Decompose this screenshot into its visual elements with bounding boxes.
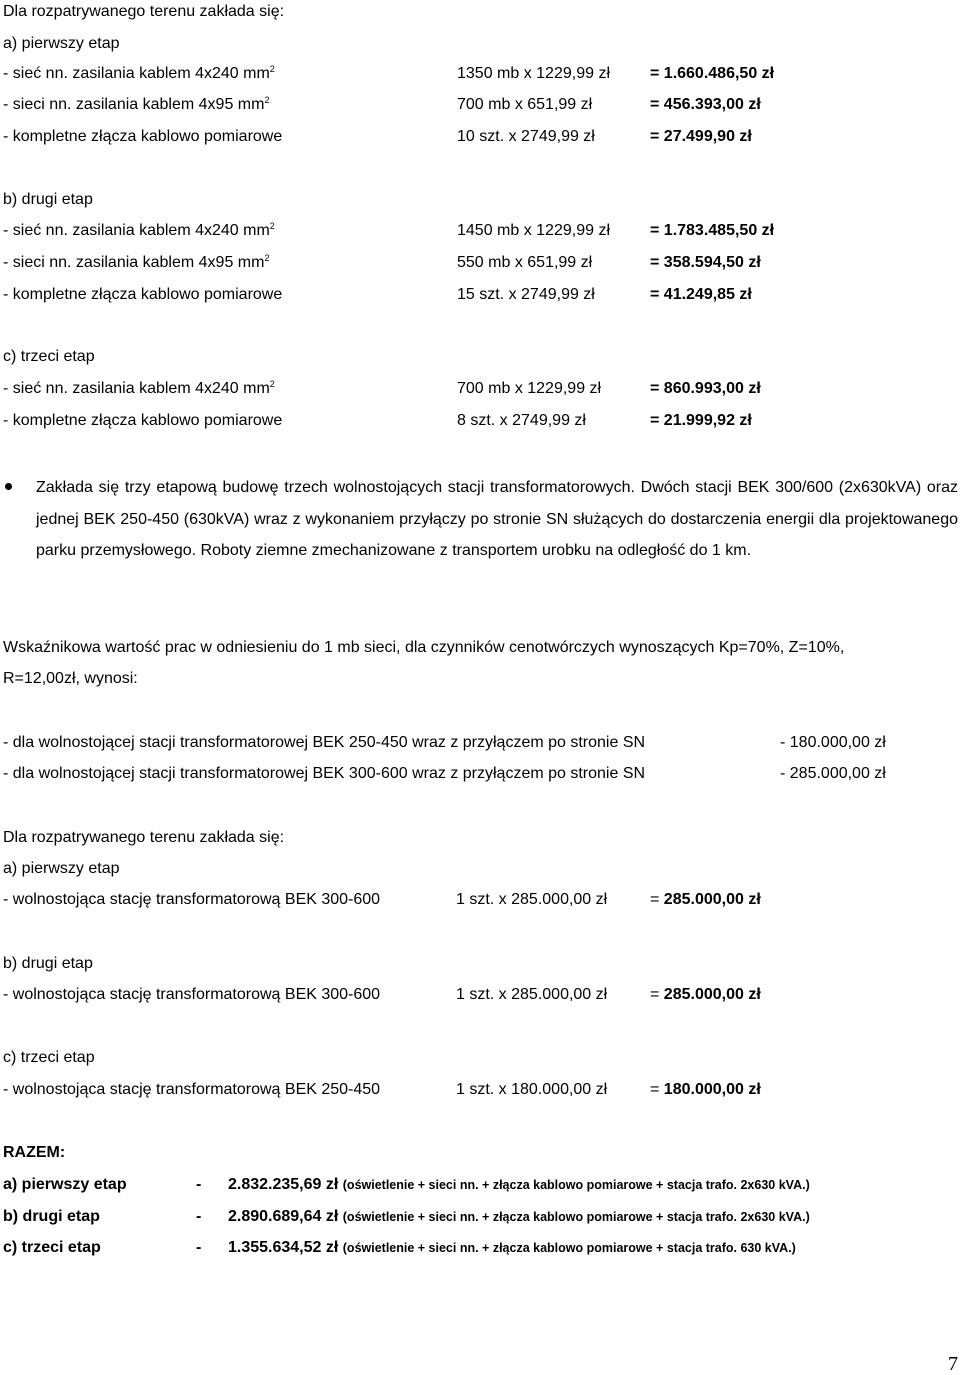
page-number: 7 bbox=[948, 1353, 958, 1375]
razem-dash: - bbox=[196, 1239, 202, 1256]
indicator-row bbox=[3, 763, 958, 785]
calc-text: 1450 mb x 1229,99 zł bbox=[457, 222, 610, 239]
result-text: = 1.660.486,50 zł bbox=[650, 65, 775, 82]
result-text: = 180.000,00 zł bbox=[650, 1081, 761, 1098]
item-text: - sieć nn. zasilania kablem 4x240 $mm^2$ bbox=[3, 379, 275, 397]
calc-text: 10 szt. x 2749,99 zł bbox=[457, 128, 595, 145]
razem-row bbox=[3, 1237, 958, 1259]
razem-label: b) drugi etap bbox=[3, 1208, 100, 1225]
result-text: = 285.000,00 zł bbox=[650, 986, 761, 1003]
calc-text: 1 szt. x 180.000,00 zł bbox=[456, 1081, 608, 1098]
result-text: = 27.499,90 zł bbox=[650, 128, 752, 145]
razem-value: 2.832.235,69 zł (oświetlenie + sieci nn. + złącza kablowo pomiarowe + stacja trafo. 2x630 kVA.) bbox=[228, 1176, 810, 1193]
stage-c-label: c) trzeci etap bbox=[3, 348, 95, 365]
result-text: = 285.000,00 zł bbox=[650, 891, 761, 908]
result-text: = 1.783.485,50 zł bbox=[650, 222, 775, 239]
item-text: - kompletne złącza kablowo pomiarowe bbox=[3, 412, 283, 429]
section2-heading: Dla rozpatrywanego terenu zakłada się: bbox=[3, 829, 285, 846]
calc-text: 1 szt. x 285.000,00 zł bbox=[456, 986, 608, 1003]
result-text: = 358.594,50 zł bbox=[650, 254, 761, 271]
item-text: - sieć nn. zasilania kablem 4x240 $mm^2$ bbox=[3, 64, 275, 82]
indicator-paragraph: Wskaźnikowa wartość prac w odniesieniu do 1 mb sieci, dla czynników cenotwórczych wynoszących Kp=70%, Z=10%, R=12,00zł, wynosi: bbox=[3, 639, 845, 687]
razem-value: 2.890.689,64 zł (oświetlenie + sieci nn. + złącza kablowo pomiarowe + stacja trafo. 2x630 kVA.) bbox=[228, 1208, 810, 1225]
section1-heading: Dla rozpatrywanego terenu zakłada się: bbox=[3, 3, 285, 20]
indicator-row bbox=[3, 732, 958, 754]
calc-text: 8 szt. x 2749,99 zł bbox=[457, 412, 586, 429]
razem-title: RAZEM: bbox=[3, 1144, 66, 1161]
calc-text: 700 mb x 1229,99 zł bbox=[457, 380, 602, 397]
stage-a-label: a) pierwszy etap bbox=[3, 35, 120, 52]
result-text: = 456.393,00 zł bbox=[650, 96, 761, 113]
razem-label: c) trzeci etap bbox=[3, 1239, 101, 1256]
razem-row bbox=[3, 1206, 958, 1228]
stage-b-label: b) drugi etap bbox=[3, 955, 93, 972]
calc-text: 700 mb x 651,99 zł bbox=[457, 96, 593, 113]
razem-row bbox=[3, 1174, 958, 1196]
cost-row bbox=[3, 284, 958, 306]
cost-row bbox=[3, 63, 958, 85]
item-text: - sieci nn. zasilania kablem 4x95 $mm^2$ bbox=[3, 95, 270, 113]
razem-note: (oświetlenie + sieci nn. + złącza kablowo pomiarowe + stacja trafo. 2x630 kVA.) bbox=[342, 1178, 810, 1192]
cost-row bbox=[3, 252, 958, 274]
cost-row bbox=[3, 1079, 958, 1101]
razem-dash: - bbox=[196, 1176, 202, 1193]
cost-row bbox=[3, 94, 958, 116]
razem-value: 1.355.634,52 zł (oświetlenie + sieci nn. + złącza kablowo pomiarowe + stacja trafo. 630 kVA.) bbox=[228, 1239, 796, 1256]
item-text: - kompletne złącza kablowo pomiarowe bbox=[3, 286, 283, 303]
cost-row bbox=[3, 220, 958, 242]
razem-note: (oświetlenie + sieci nn. + złącza kablowo pomiarowe + stacja trafo. 630 kVA.) bbox=[342, 1241, 796, 1255]
item-text: - wolnostojąca stację transformatorową BEK 300-600 bbox=[3, 891, 381, 908]
cost-row bbox=[3, 410, 958, 432]
bullet-paragraph: Zakłada się trzy etapową budowę trzech wolnostojących stacji transformatorowych. Dwóch stacji BEK 300/600 (2x630kVA) oraz jednej BEK 250-450 (630kVA) wraz z wykonaniem przyłączy po stronie SN służących do dostarczenia energii dla projektowanego parku przemysłowego. Roboty ziemne zmechanizowane z transportem urobku na odległość do 1 km. bbox=[36, 479, 958, 559]
result-text: = 41.249,85 zł bbox=[650, 286, 752, 303]
cost-row bbox=[3, 126, 958, 148]
razem-label: a) pierwszy etap bbox=[3, 1176, 127, 1193]
cost-row bbox=[3, 378, 958, 400]
cost-row bbox=[3, 889, 958, 911]
calc-text: 550 mb x 651,99 zł bbox=[457, 254, 593, 271]
cost-row bbox=[3, 984, 958, 1006]
item-text: - sieci nn. zasilania kablem 4x95 $mm^2$ bbox=[3, 253, 270, 271]
razem-dash: - bbox=[196, 1208, 202, 1225]
indicator-item: - dla wolnostojącej stacji transformatorowej BEK 250-450 wraz z przyłączem po stronie SN bbox=[3, 734, 646, 751]
result-text: = 860.993,00 zł bbox=[650, 380, 761, 397]
indicator-value: - 285.000,00 zł bbox=[780, 765, 886, 782]
calc-text: 1350 mb x 1229,99 zł bbox=[457, 65, 610, 82]
stage-a-label: a) pierwszy etap bbox=[3, 860, 120, 877]
item-text: - sieć nn. zasilania kablem 4x240 $mm^2$ bbox=[3, 221, 275, 239]
item-text: - wolnostojąca stację transformatorową BEK 300-600 bbox=[3, 986, 381, 1003]
item-text: - kompletne złącza kablowo pomiarowe bbox=[3, 128, 283, 145]
stage-c-label: c) trzeci etap bbox=[3, 1049, 95, 1066]
stage-b-label: b) drugi etap bbox=[3, 191, 93, 208]
result-text: = 21.999,92 zł bbox=[650, 412, 752, 429]
bullet-icon bbox=[5, 483, 12, 490]
razem-note: (oświetlenie + sieci nn. + złącza kablowo pomiarowe + stacja trafo. 2x630 kVA.) bbox=[342, 1210, 810, 1224]
calc-text: 1 szt. x 285.000,00 zł bbox=[456, 891, 608, 908]
item-text: - wolnostojąca stację transformatorową BEK 250-450 bbox=[3, 1081, 381, 1098]
calc-text: 15 szt. x 2749,99 zł bbox=[457, 286, 595, 303]
indicator-value: - 180.000,00 zł bbox=[780, 734, 886, 751]
indicator-item: - dla wolnostojącej stacji transformatorowej BEK 300-600 wraz z przyłączem po stronie SN bbox=[3, 765, 646, 782]
